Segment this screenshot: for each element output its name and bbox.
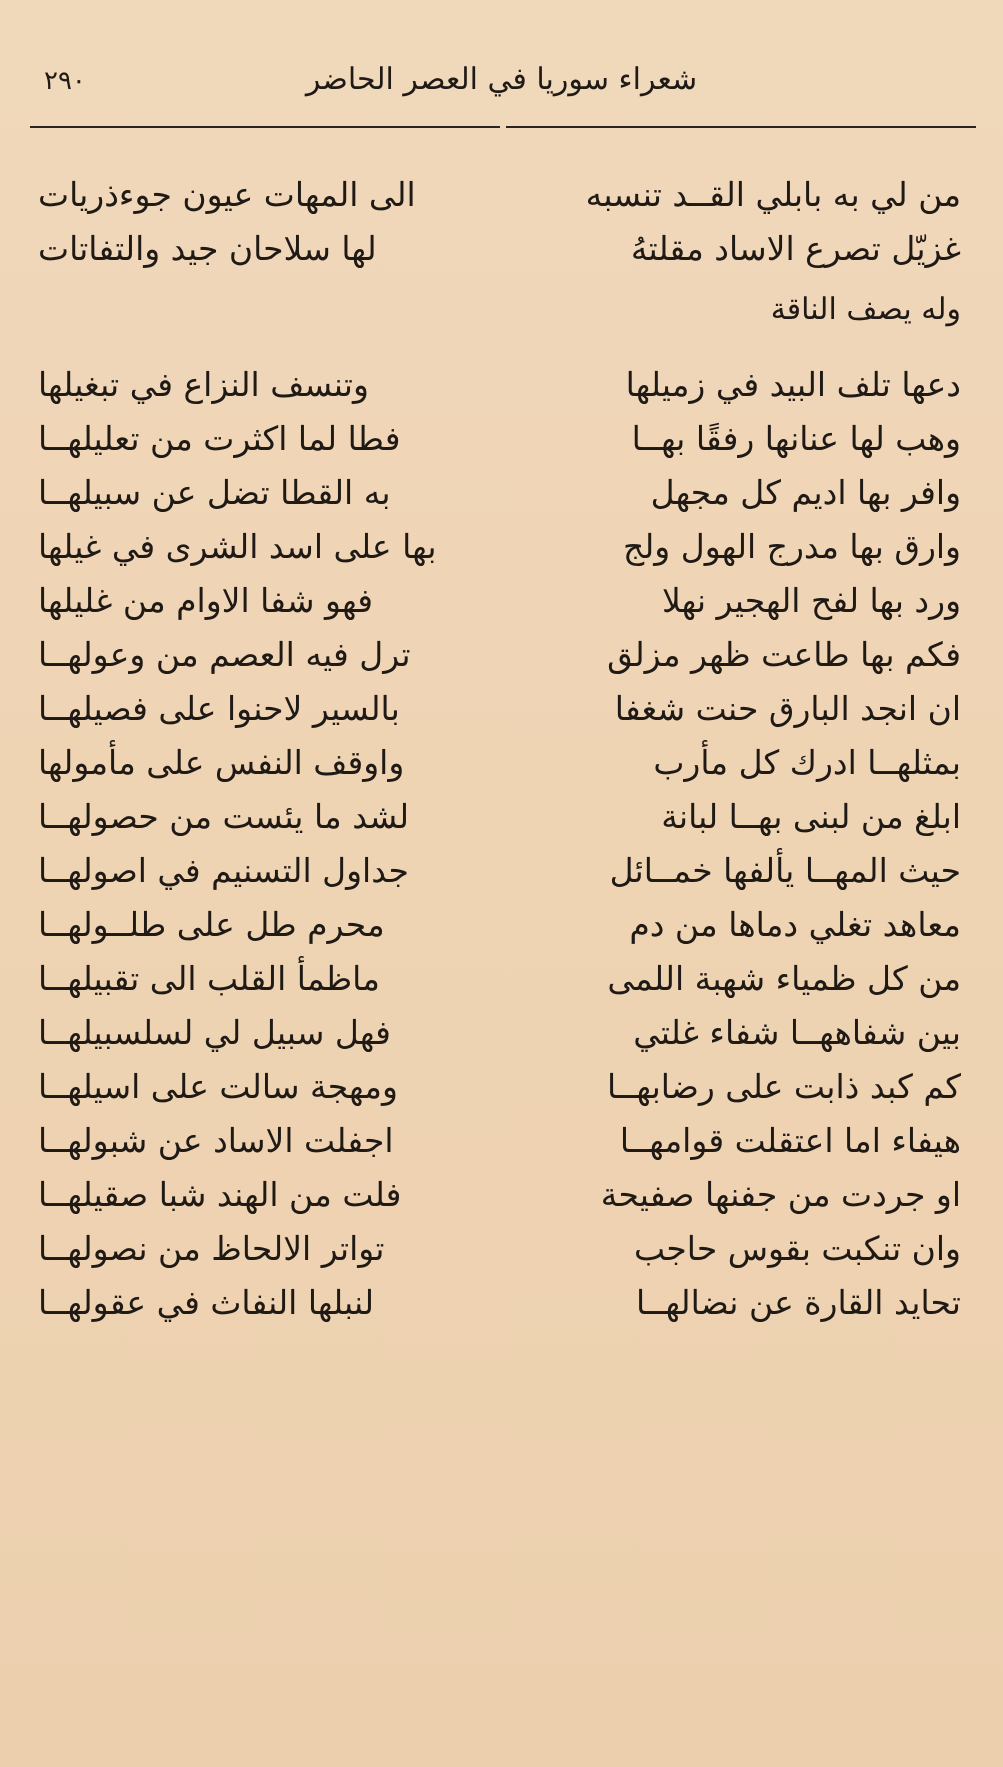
- verse-first-hemistich: تحايد القارة عن نضالهــا: [635, 1283, 961, 1322]
- verse-first-hemistich: كم كبد ذابت على رضابهــا: [607, 1067, 961, 1106]
- verse-first-hemistich: ورد بها لفح الهجير نهلا: [661, 581, 961, 620]
- verse-first-hemistich: من كل ظمياء شهبة اللمى: [607, 959, 961, 998]
- verse-first-hemistich: حيث المهــا يألفها خمــائل: [609, 851, 961, 890]
- verse-line: [30, 1276, 973, 1330]
- verse-second-hemistich: لشد ما يئست من حصولهــا: [38, 797, 410, 836]
- verse-second-hemistich: فلت من الهند شبا صقيلهــا: [38, 1175, 402, 1214]
- verse-second-hemistich: لها سلاحان جيد والتفاتات: [38, 229, 377, 268]
- header-rule-left: [30, 126, 500, 128]
- verse-line: [30, 1006, 973, 1060]
- running-title: شعراء سوريا في العصر الحاضر: [305, 62, 698, 97]
- verse-second-hemistich: لنبلها النفاث في عقولهــا: [38, 1283, 374, 1322]
- verse-second-hemistich: ماظمأ القلب الى تقبيلهــا: [38, 959, 380, 998]
- poem-body: [30, 168, 973, 1330]
- verse-line: [30, 682, 973, 736]
- verse-line: [30, 952, 973, 1006]
- verse-line: [30, 168, 973, 222]
- verse-first-hemistich: وارق بها مدرج الهول ولج: [622, 527, 961, 566]
- header-rule-right: [506, 126, 976, 128]
- poem-stanza: [30, 358, 973, 1330]
- verse-first-hemistich: غزيّل تصرع الاساد مقلتهُ: [630, 229, 961, 268]
- verse-line: [30, 898, 973, 952]
- verse-line: [30, 412, 973, 466]
- verse-first-hemistich: معاهد تغلي دماها من دم: [629, 905, 961, 944]
- verse-first-hemistich: بمثلهــا ادرك كل مأرب: [653, 743, 961, 782]
- verse-line: [30, 520, 973, 574]
- verse-line: [30, 1222, 973, 1276]
- verse-first-hemistich: ان انجد البارق حنت شغفا: [614, 689, 961, 728]
- verse-second-hemistich: اجفلت الاساد عن شبولهــا: [38, 1121, 394, 1160]
- page-number: ٢٩٠: [44, 66, 86, 96]
- verse-second-hemistich: واوقف النفس على مأمولها: [38, 743, 405, 782]
- page-header: [30, 54, 973, 114]
- verse-second-hemistich: فهو شفا الاوام من غليلها: [38, 581, 374, 620]
- verse-second-hemistich: ومهجة سالت على اسيلهــا: [38, 1067, 398, 1106]
- verse-line: [30, 1114, 973, 1168]
- verse-second-hemistich: جداول التسنيم في اصولهــا: [38, 851, 409, 890]
- verse-second-hemistich: وتنسف النزاع في تبغيلها: [38, 365, 369, 404]
- verse-line: [30, 1060, 973, 1114]
- verse-line: [30, 466, 973, 520]
- verse-second-hemistich: ترل فيه العصم من وعولهــا: [38, 635, 411, 674]
- verse-second-hemistich: فطا لما اكثرت من تعليلهــا: [38, 419, 401, 458]
- verse-first-hemistich: هيفاء اما اعتقلت قوامهــا: [619, 1121, 961, 1160]
- verse-first-hemistich: دعها تلف البيد في زميلها: [625, 365, 961, 404]
- verse-first-hemistich: او جردت من جفنها صفيحة: [600, 1175, 961, 1214]
- verse-first-hemistich: من لي به بابلي القــد تنسبه: [585, 175, 961, 214]
- verse-second-hemistich: محرم طل على طلــولهــا: [38, 905, 385, 944]
- verse-second-hemistich: بها على اسد الشرى في غيلها: [38, 527, 437, 566]
- verse-line: [30, 1168, 973, 1222]
- verse-second-hemistich: بالسير لاحنوا على فصيلهــا: [38, 689, 400, 728]
- verse-line: [30, 358, 973, 412]
- verse-first-hemistich: وهب لها عنانها رفقًا بهــا: [631, 419, 961, 458]
- verse-second-hemistich: فهل سبيل لي لسلسبيلهــا: [38, 1013, 391, 1052]
- verse-first-hemistich: وان تنكبت بقوس حاجب: [633, 1229, 961, 1268]
- verse-line: [30, 222, 973, 276]
- verse-line: [30, 574, 973, 628]
- verse-first-hemistich: ابلغ من لبنى بهــا لبانة: [661, 797, 961, 836]
- verse-first-hemistich: بين شفاههــا شفاء غلتي: [633, 1013, 961, 1052]
- verse-line: [30, 736, 973, 790]
- verse-second-hemistich: به القطا تضل عن سبيلهــا: [38, 473, 391, 512]
- verse-first-hemistich: فكم بها طاعت ظهر مزلق: [607, 635, 961, 674]
- verse-second-hemistich: الى المهات عيون جوءذريات: [38, 175, 416, 214]
- verse-line: [30, 628, 973, 682]
- verse-line: [30, 790, 973, 844]
- poem-intro: وله يصف الناقة: [770, 292, 961, 327]
- verse-first-hemistich: وافر بها اديم كل مجهل: [650, 473, 961, 512]
- verse-second-hemistich: تواتر الالحاظ من نصولهــا: [38, 1229, 385, 1268]
- verse-line: [30, 844, 973, 898]
